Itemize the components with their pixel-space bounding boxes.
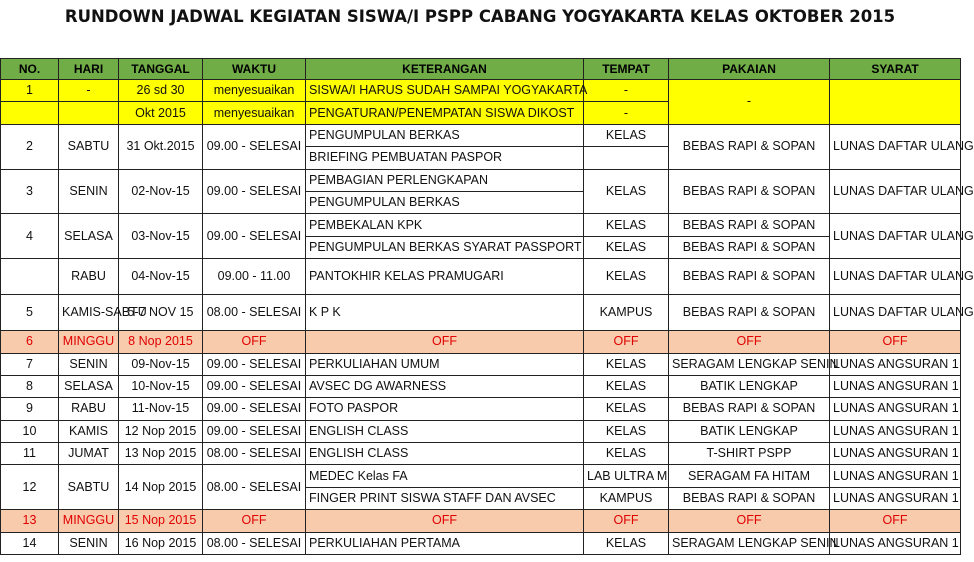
- cell-tempat: KELAS: [584, 259, 669, 295]
- cell-keterangan: OFF: [306, 331, 584, 353]
- cell-pakaian: T-SHIRT PSPP: [669, 443, 830, 465]
- cell-hari: SELASA: [59, 375, 119, 397]
- cell-tempat: KELAS: [584, 532, 669, 554]
- sheet-title: RUNDOWN JADWAL KEGIATAN SISWA/I PSPP CABANG YOGYAKARTA KELAS OKTOBER 2015: [64, 7, 896, 26]
- cell-waktu: menyesuaikan: [203, 102, 306, 124]
- cell-no: 8: [1, 375, 59, 397]
- col-header-hari: HARI: [59, 59, 119, 80]
- cell-pakaian: BEBAS RAPI & SOPAN: [669, 398, 830, 420]
- cell-keterangan: ENGLISH CLASS: [306, 443, 584, 465]
- cell-keterangan: K P K: [306, 295, 584, 331]
- cell-waktu: 08.00 - SELESAI: [203, 295, 306, 331]
- cell-waktu: 09.00 - SELESAI: [203, 353, 306, 375]
- cell-tempat: KELAS: [584, 420, 669, 442]
- cell-keterangan: MEDEC Kelas FA: [306, 465, 584, 487]
- cell-syarat: LUNAS DAFTAR ULANG: [830, 214, 961, 259]
- cell-tempat: KAMPUS: [584, 487, 669, 509]
- cell-pakaian: SERAGAM LENGKAP SENIN: [669, 353, 830, 375]
- cell-pakaian: -: [669, 80, 830, 125]
- table-row: [1, 169, 961, 191]
- cell-tempat: OFF: [584, 510, 669, 532]
- table-row: [1, 214, 961, 236]
- cell-keterangan: PERKULIAHAN UMUM: [306, 353, 584, 375]
- cell-tanggal: 5-7 NOV 15: [119, 295, 203, 331]
- cell-hari: RABU: [59, 259, 119, 295]
- table-row: [1, 295, 961, 331]
- cell-hari: RABU: [59, 398, 119, 420]
- cell-tempat: -: [584, 102, 669, 124]
- cell-syarat: OFF: [830, 510, 961, 532]
- cell-no: 6: [1, 331, 59, 353]
- cell-no: 14: [1, 532, 59, 554]
- cell-tanggal: 02-Nov-15: [119, 169, 203, 214]
- cell-keterangan: ENGLISH CLASS: [306, 420, 584, 442]
- cell-syarat: LUNAS ANGSURAN 1: [830, 487, 961, 509]
- cell-tempat: KELAS: [584, 443, 669, 465]
- table-row: [1, 510, 961, 532]
- table-row: [1, 420, 961, 442]
- table-row: [1, 259, 961, 295]
- cell-hari: SABTU: [59, 124, 119, 169]
- cell-waktu: 08.00 - SELESAI: [203, 532, 306, 554]
- cell-hari: KAMIS: [59, 420, 119, 442]
- cell-tanggal: 12 Nop 2015: [119, 420, 203, 442]
- cell-no: 7: [1, 353, 59, 375]
- cell-syarat: LUNAS DAFTAR ULANG: [830, 259, 961, 295]
- cell-tempat: KELAS: [584, 353, 669, 375]
- cell-keterangan: PANTOKHIR KELAS PRAMUGARI: [306, 259, 584, 295]
- table-row: [1, 398, 961, 420]
- cell-tanggal: 16 Nop 2015: [119, 532, 203, 554]
- cell-pakaian: BEBAS RAPI & SOPAN: [669, 169, 830, 214]
- table-row: [1, 465, 961, 487]
- cell-pakaian: SERAGAM FA HITAM: [669, 465, 830, 487]
- col-header-waktu: WAKTU: [203, 59, 306, 80]
- cell-pakaian: BEBAS RAPI & SOPAN: [669, 259, 830, 295]
- header-row: [1, 59, 961, 80]
- col-header-tempat: TEMPAT: [584, 59, 669, 80]
- cell-hari: SABTU: [59, 465, 119, 510]
- cell-hari: -: [59, 80, 119, 102]
- cell-waktu: 09.00 - SELESAI: [203, 169, 306, 214]
- cell-tanggal: 31 Okt.2015: [119, 124, 203, 169]
- cell-tempat: -: [584, 80, 669, 102]
- cell-no: 1: [1, 80, 59, 102]
- cell-no: 3: [1, 169, 59, 214]
- cell-hari: SENIN: [59, 169, 119, 214]
- table-row: [1, 124, 961, 146]
- cell-syarat: LUNAS DAFTAR ULANG: [830, 124, 961, 169]
- cell-syarat: LUNAS DAFTAR ULANG: [830, 295, 961, 331]
- schedule-table: [0, 58, 974, 555]
- cell-hari: JUMAT: [59, 443, 119, 465]
- cell-keterangan: SISWA/I HARUS SUDAH SAMPAI YOGYAKARTA: [306, 80, 584, 102]
- cell-tanggal: 03-Nov-15: [119, 214, 203, 259]
- table-row: [1, 375, 961, 397]
- cell-waktu: 09.00 - SELESAI: [203, 375, 306, 397]
- cell-no: 9: [1, 398, 59, 420]
- col-header-no: NO.: [1, 59, 59, 80]
- cell-no: 12: [1, 465, 59, 510]
- cell-tempat: KELAS: [584, 375, 669, 397]
- cell-tempat: OFF: [584, 331, 669, 353]
- cell-syarat: LUNAS ANGSURAN 1: [830, 465, 961, 487]
- cell-waktu: 09.00 - SELESAI: [203, 420, 306, 442]
- cell-tanggal: 14 Nop 2015: [119, 465, 203, 510]
- cell-no: 2: [1, 124, 59, 169]
- cell-tanggal: 04-Nov-15: [119, 259, 203, 295]
- cell-keterangan: PERKULIAHAN PERTAMA: [306, 532, 584, 554]
- cell-pakaian: OFF: [669, 510, 830, 532]
- cell-no: 13: [1, 510, 59, 532]
- col-header-pakaian: PAKAIAN: [669, 59, 830, 80]
- cell-syarat: LUNAS DAFTAR ULANG: [830, 169, 961, 214]
- cell-waktu: OFF: [203, 510, 306, 532]
- cell-no: 4: [1, 214, 59, 259]
- cell-keterangan: PEMBAGIAN PERLENGKAPAN: [306, 169, 584, 191]
- cell-keterangan: PEMBEKALAN KPK: [306, 214, 584, 236]
- cell-tempat: KAMPUS: [584, 295, 669, 331]
- cell-waktu: 09.00 - SELESAI: [203, 398, 306, 420]
- cell-keterangan: AVSEC DG AWARNESS: [306, 375, 584, 397]
- cell-syarat: LUNAS ANGSURAN 1: [830, 532, 961, 554]
- cell-tempat: KELAS: [584, 124, 669, 146]
- cell-tanggal: 8 Nop 2015: [119, 331, 203, 353]
- cell-hari: SENIN: [59, 532, 119, 554]
- cell-hari: MINGGU: [59, 331, 119, 353]
- table-row: [1, 331, 961, 353]
- cell-hari: SELASA: [59, 214, 119, 259]
- cell-tempat: LAB ULTRA M: [584, 465, 669, 487]
- cell-keterangan: FOTO PASPOR: [306, 398, 584, 420]
- cell-pakaian: BEBAS RAPI & SOPAN: [669, 295, 830, 331]
- cell-tempat: KELAS: [584, 236, 669, 258]
- cell-hari: [59, 102, 119, 124]
- cell-tanggal: Okt 2015: [119, 102, 203, 124]
- cell-syarat: LUNAS ANGSURAN 1: [830, 443, 961, 465]
- cell-pakaian: BEBAS RAPI & SOPAN: [669, 487, 830, 509]
- cell-tempat: KELAS: [584, 214, 669, 236]
- cell-pakaian: SERAGAM LENGKAP SENIN: [669, 532, 830, 554]
- col-header-keterangan: KETERANGAN: [306, 59, 584, 80]
- cell-tanggal: 15 Nop 2015: [119, 510, 203, 532]
- cell-keterangan: PENGUMPULAN BERKAS: [306, 191, 584, 213]
- cell-syarat: [830, 80, 961, 125]
- cell-tempat: KELAS: [584, 398, 669, 420]
- cell-tanggal: 26 sd 30: [119, 80, 203, 102]
- cell-keterangan: BRIEFING PEMBUATAN PASPOR: [306, 147, 584, 169]
- cell-waktu: 09.00 - SELESAI: [203, 124, 306, 169]
- cell-syarat: LUNAS ANGSURAN 1: [830, 353, 961, 375]
- table-row: [1, 532, 961, 554]
- cell-pakaian: OFF: [669, 331, 830, 353]
- cell-tanggal: 13 Nop 2015: [119, 443, 203, 465]
- cell-pakaian: BEBAS RAPI & SOPAN: [669, 214, 830, 236]
- table-row: [1, 80, 961, 102]
- cell-hari: SENIN: [59, 353, 119, 375]
- cell-tanggal: 09-Nov-15: [119, 353, 203, 375]
- cell-waktu: 09.00 - SELESAI: [203, 214, 306, 259]
- table-row: [1, 443, 961, 465]
- cell-keterangan: PENGATURAN/PENEMPATAN SISWA DIKOST: [306, 102, 584, 124]
- cell-tempat: [584, 147, 669, 169]
- cell-pakaian: BEBAS RAPI & SOPAN: [669, 236, 830, 258]
- cell-tanggal: 10-Nov-15: [119, 375, 203, 397]
- cell-waktu: 08.00 - SELESAI: [203, 465, 306, 510]
- cell-no: 5: [1, 295, 59, 331]
- cell-syarat: LUNAS ANGSURAN 1: [830, 398, 961, 420]
- cell-keterangan: PENGUMPULAN BERKAS: [306, 124, 584, 146]
- cell-no: 11: [1, 443, 59, 465]
- cell-pakaian: BATIK LENGKAP: [669, 420, 830, 442]
- cell-pakaian: BEBAS RAPI & SOPAN: [669, 124, 830, 169]
- cell-syarat: LUNAS ANGSURAN 1: [830, 420, 961, 442]
- cell-no: 10: [1, 420, 59, 442]
- cell-hari: KAMIS-SABTU: [59, 295, 119, 331]
- cell-pakaian: BATIK LENGKAP: [669, 375, 830, 397]
- cell-no: [1, 102, 59, 124]
- table-row: [1, 353, 961, 375]
- cell-keterangan: FINGER PRINT SISWA STAFF DAN AVSEC: [306, 487, 584, 509]
- empty-spacer-row: [0, 36, 960, 58]
- cell-waktu: OFF: [203, 331, 306, 353]
- col-header-syarat: SYARAT: [830, 59, 961, 80]
- cell-waktu: 09.00 - 11.00: [203, 259, 306, 295]
- cell-no: [1, 259, 59, 295]
- cell-waktu: menyesuaikan: [203, 80, 306, 102]
- cell-tempat: KELAS: [584, 169, 669, 214]
- cell-hari: MINGGU: [59, 510, 119, 532]
- col-header-tanggal: TANGGAL: [119, 59, 203, 80]
- cell-keterangan: PENGUMPULAN BERKAS SYARAT PASSPORT: [306, 236, 584, 258]
- cell-syarat: OFF: [830, 331, 961, 353]
- cell-tanggal: 11-Nov-15: [119, 398, 203, 420]
- cell-keterangan: OFF: [306, 510, 584, 532]
- cell-waktu: 08.00 - SELESAI: [203, 443, 306, 465]
- cell-syarat: LUNAS ANGSURAN 1: [830, 375, 961, 397]
